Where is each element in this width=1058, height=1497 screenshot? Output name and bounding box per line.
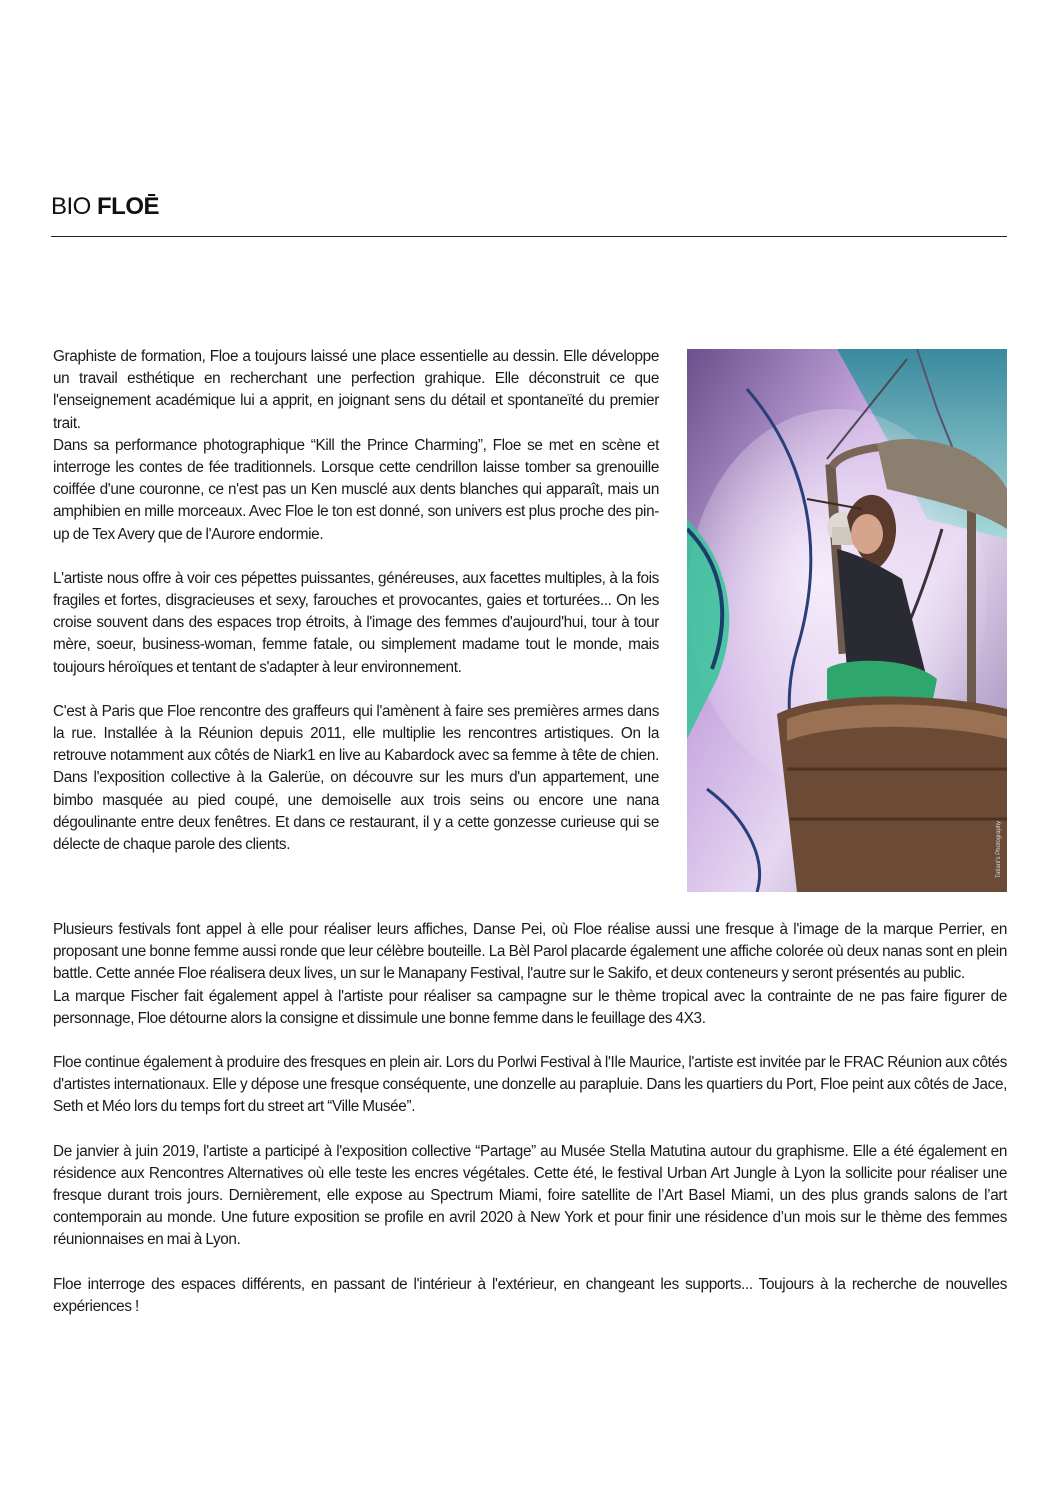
artist-photo [687, 349, 1007, 892]
bio-paragraph: Plusieurs festivals font appel à elle pour réaliser leurs affiches, Danse Pei, où Floe réalise aussi une fresque à l'image de la marque Perrier, en proposant une bonne femme aussi ronde que leur célèbre bouteille. La Bèl Parol placarde également une affiche colorée où deux nanas sont en plein battle. Cette année Floe réalisera deux lives, un sur le Manapany Festival, l'autre sur le Sakifo, et deux conteneurs y seront présentés au public. [53, 921, 1007, 983]
photo-credit: Tatiani's Photography [996, 820, 1002, 878]
title-light: BIO [51, 193, 91, 220]
bio-paragraph: La marque Fischer fait également appel à l'artiste pour réaliser sa campagne sur le thème tropical avec la contrainte de ne pas faire figurer de personnage, Floe détourne alors la consigne et dissimule une bonne femme dans le feuillage des 4X3. [53, 987, 1007, 1027]
bio-paragraph: Floe interroge des espaces différents, en passant de l'intérieur à l'extérieur, en changeant les supports... Toujours à la recherche de nouvelles expériences ! [53, 1275, 1007, 1315]
bio-paragraph: L'artiste nous offre à voir ces pépettes puissantes, généreuses, aux facettes multiples, à la fois fragiles et fortes, disgracieuses et sexy, farouches et provocantes, gaies et torturées... On les croise souvent dans des espaces trop étroits, à l'image des femmes d'aujourd'hui, tour à tour mère, soeur, business-woman, femme fatale, ou simplement madame tout le monde, mais toujours héroïques et tentant de s'adapter à leur environnement. [53, 569, 659, 676]
title-rule [51, 236, 1007, 237]
bio-column-text [53, 346, 659, 856]
bio-paragraph: Graphiste de formation, Floe a toujours laissé une place essentielle au dessin. Elle développe un travail esthétique en recherchant une perfection grahique. Elle déconstruit ce que l'enseignement académique lui a apprit, en joignant sens du détail et spontaneïté du premier trait. [53, 348, 659, 432]
bio-paragraph: De janvier à juin 2019, l'artiste a participé à l'exposition collective “Partage” au Musée Stella Matutina autour du graphisme. Elle a été également en résidence aux Rencontres Alternatives où elle teste les encres végétales. Cette été, le festival Urban Art Jungle à Lyon la sollicite pour réaliser une fresque durant trois jours. Dernièrement, elle expose au Spectrum Miami, foire satellite de l’Art Basel Miami, un des plus grands salons de l’art contemporain au monde. Une future exposition se profile en avril 2020 à New York et pour finir une résidence d’un mois sur le thème des femmes réunionnaises en mai à Lyon. [53, 1142, 1007, 1249]
bio-paragraph: Dans sa performance photographique “Kill the Prince Charming”, Floe se met en scène et interroge les contes de fée traditionnels. Lorsque cette cendrillon laisse tomber sa grenouille coiffée d'une couronne, ce n'est pas un Ken musclé aux dents blanches qui apparaît, mais un amphibien en mille morceaux. Avec Floe le ton est donné, son univers est plus proche des pin-up de Tex Avery que de l'Aurore endormie. [53, 436, 659, 543]
title-bold: FLOĒ [97, 193, 160, 220]
bio-paragraph: C'est à Paris que Floe rencontre des graffeurs qui l'amènent à faire ses premières armes dans la rue. Installée à la Réunion depuis 2011, elle multiplie les rencontres artistiques. On la retrouve notamment aux côtés de Niark1 en live au Kabardock avec sa femme à tête de chien. Dans l'exposition collective à la Galerüe, on découvre sur les murs d'un appartement, une bimbo masquée au pied coupé, une demoiselle aux trois seins ou encore une nana dégoulinante entre deux fenêtres. Et dans ce restaurant, il y a cette gonzesse curieuse qui se délecte de chaque parole des clients. [53, 702, 659, 854]
bio-paragraph: Floe continue également à produire des fresques en plein air. Lors du Porlwi Festival à l'Ile Maurice, l'artiste est invitée par le FRAC Réunion aux côtés d'artistes internationaux. Elle y dépose une fresque conséquente, une donzelle au parapluie. Dans les quartiers du Port, Floe peint aux côtés de Jace, Seth et Méo lors du temps fort du street art “Ville Musée”. [53, 1054, 1007, 1116]
page-title [51, 193, 159, 221]
bio-full-text [53, 919, 1007, 1318]
